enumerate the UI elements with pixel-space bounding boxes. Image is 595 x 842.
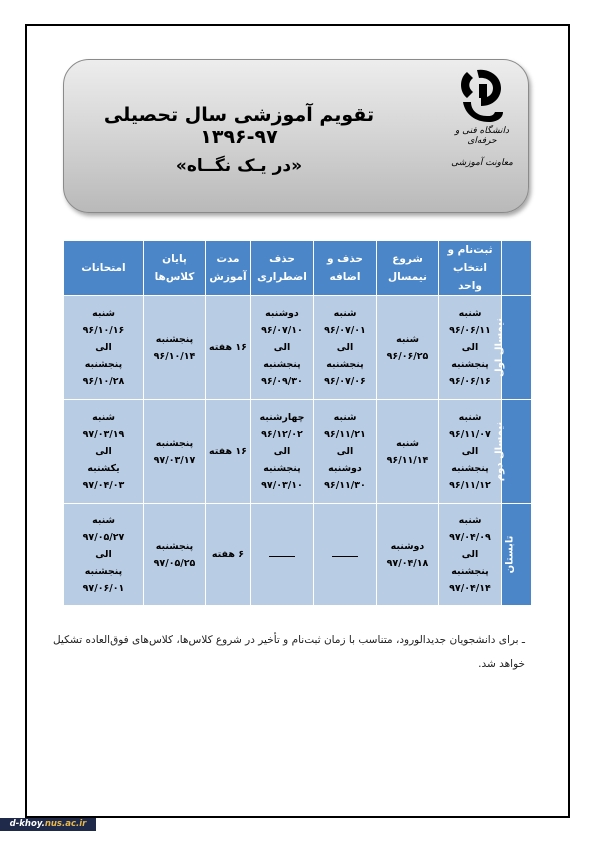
cell-text-line: الی: [461, 342, 479, 353]
cell-text-line: الی: [273, 342, 291, 353]
table-cell: [377, 504, 439, 606]
cell-text-line: پنجشنبه: [326, 359, 364, 370]
logo-emblem-icon: [459, 68, 505, 124]
cell-text-line: ۹۷/۰۳/۱۹: [82, 429, 125, 440]
cell-text-line: ۹۷/۰۴/۱۸: [386, 557, 429, 569]
cell-text-line: ۹۶/۰۶/۱۱: [449, 325, 491, 336]
cell-text-line: ۹۶/۱۱/۱۲: [449, 480, 491, 491]
empty-dash: [332, 556, 358, 557]
table-cell: [64, 504, 144, 606]
cell-text-line: ۹۷/۰۴/۰۳: [82, 480, 125, 491]
cell-text-line: ۹۶/۰۷/۰۱: [324, 325, 366, 336]
cell-text-line: پنجشنبه: [263, 463, 301, 474]
table-cell: [206, 504, 251, 606]
table-cell: [144, 400, 206, 504]
cell-text-line: پنجشنبه: [263, 359, 301, 370]
cell-text-line: پنجشنبه: [84, 566, 123, 577]
cell-text-line: ۱۶ هفته: [209, 342, 247, 353]
row-label: تابستان: [504, 535, 516, 574]
cell-text-line: شنبه: [458, 515, 482, 526]
cell-text-line: ۶ هفته: [211, 549, 245, 560]
cell-text-line: پنجشنبه: [451, 463, 489, 474]
row-label-cell: [494, 296, 532, 400]
table-cell: [64, 400, 144, 504]
table-cell: [251, 400, 314, 504]
row-label-cell: [502, 504, 532, 606]
cell-text-line: ۹۶/۰۶/۲۵: [386, 350, 429, 362]
cell-text-line: شنبه: [92, 515, 115, 526]
cell-text-line: ۹۶/۱۱/۳۰: [324, 480, 366, 491]
cell-text-line: شنبه: [92, 412, 115, 423]
cell-text-line: پنجشنبه: [155, 540, 194, 552]
cell-text-line: الی: [95, 446, 112, 457]
cell-text-line: دوشنبه: [265, 308, 299, 319]
logo-department-text: معاونت آموزشی: [451, 158, 513, 168]
column-header: مدت آموزش: [206, 241, 251, 296]
table-cell: [377, 400, 439, 504]
table-cell: [251, 504, 314, 606]
cell-text-line: شنبه: [333, 412, 357, 423]
column-header: حذف و اضافه: [314, 241, 377, 296]
cell-text-line: یکشنبه: [87, 463, 120, 474]
column-header: پایان کلاس‌ها: [144, 241, 206, 296]
cell-text-line: شنبه: [396, 437, 419, 449]
cell-text-line: شنبه: [333, 308, 357, 319]
cell-text-line: ۹۷/۰۴/۰۹: [449, 532, 491, 543]
cell-text-line: الی: [336, 342, 354, 353]
table-cell: [377, 296, 439, 400]
table-cell: [206, 296, 251, 400]
cell-text-line: چهارشنبه: [259, 412, 305, 423]
cell-text-line: ۹۶/۱۰/۱۶: [82, 325, 125, 336]
column-header: شروع نیمسال: [377, 241, 439, 296]
logo-university-text: دانشگاه فنی و حرفه‌ای: [454, 126, 510, 146]
cell-text-line: دوشنبه: [328, 463, 362, 474]
cell-text-line: شنبه: [396, 333, 419, 345]
column-header: ثبت‌نام و انتخاب واحد: [439, 241, 502, 296]
cell-text-line: ۹۷/۰۴/۱۴: [449, 583, 491, 594]
cell-text-line: الی: [336, 446, 354, 457]
cell-text-line: ۹۷/۰۵/۲۷: [82, 532, 125, 543]
cell-text-line: شنبه: [458, 412, 482, 423]
cell-text-line: ۹۶/۱۰/۲۸: [82, 376, 125, 387]
cell-text-line: پنجشنبه: [451, 566, 489, 577]
table-cell: [314, 296, 377, 400]
table-row: [64, 504, 532, 606]
cell-text-line: ۹۷/۰۳/۱۰: [261, 480, 303, 491]
table-cell: [206, 400, 251, 504]
page-subtitle: «در یـک نگــاه»: [175, 156, 303, 176]
academic-calendar-table: [63, 240, 532, 606]
cell-text-line: پنجشنبه: [155, 333, 194, 345]
cell-text-line: ۹۷/۰۵/۲۵: [153, 557, 196, 569]
cell-text-line: ۹۶/۰۷/۱۰: [261, 325, 303, 336]
website-badge: [0, 818, 96, 831]
column-header: امتحانات: [64, 241, 144, 296]
cell-text-line: الی: [461, 446, 479, 457]
cell-text-line: ۹۶/۱۱/۲۱: [324, 429, 366, 440]
table-cell: [251, 296, 314, 400]
cell-text-line: ۹۶/۰۷/۰۶: [324, 376, 366, 387]
cell-text-line: دوشنبه: [390, 540, 425, 552]
university-logo: [442, 66, 522, 186]
cell-text-line: الی: [95, 342, 112, 353]
cell-text-line: ۹۶/۱۰/۱۴: [153, 350, 196, 362]
table-cell: [144, 296, 206, 400]
cell-text-line: الی: [461, 549, 479, 560]
cell-text-line: ۹۶/۱۲/۰۲: [261, 429, 303, 440]
table-cell: [144, 504, 206, 606]
cell-text-line: ۱۶ هفته: [209, 446, 247, 457]
table-cell: [314, 504, 377, 606]
website-domain: d-khoy.: [9, 819, 45, 829]
cell-text-line: ۹۶/۱۱/۰۷: [449, 429, 491, 440]
cell-text-line: پنجشنبه: [84, 359, 123, 370]
table-cell: [64, 296, 144, 400]
empty-dash: [269, 556, 295, 557]
cell-text-line: ۹۶/۰۹/۳۰: [261, 376, 303, 387]
cell-text-line: ۹۷/۰۳/۱۷: [153, 454, 196, 466]
table-row: [64, 400, 532, 504]
cell-text-line: شنبه: [458, 308, 482, 319]
table-cell: [314, 400, 377, 504]
cell-text-line: ۹۷/۰۶/۰۱: [82, 583, 125, 594]
page-title: تقویم آموزشی سال تحصیلی ۹۷-۱۳۹۶: [103, 104, 375, 148]
cell-text-line: پنجشنبه: [451, 359, 489, 370]
cell-text-line: ۹۶/۱۱/۱۴: [386, 454, 429, 466]
table-row: [64, 296, 532, 400]
cell-text-line: الی: [273, 446, 291, 457]
cell-text-line: الی: [95, 549, 112, 560]
row-label: نیمسال اول: [494, 318, 506, 377]
table-header-row: [64, 241, 532, 296]
cell-text-line: پنجشنبه: [155, 437, 194, 449]
website-domain-suffix: nus.ac.ir: [44, 819, 87, 829]
footnote: ـ برای دانشجویان جدیدالورود، متناسب با زمان ثبت‌نام و تأخیر در شروع کلاس‌ها، کلاس‌های فوق‌العاده تشکیل خواهد شد.: [52, 634, 525, 670]
row-label-cell: [493, 400, 532, 504]
row-label: نیمسال دوم: [493, 421, 505, 482]
corner-cell: [502, 241, 532, 296]
title-banner: [63, 59, 529, 213]
cell-text-line: ۹۶/۰۶/۱۶: [449, 376, 491, 387]
cell-text-line: شنبه: [92, 308, 115, 319]
column-header: حذف اضطراری: [251, 241, 314, 296]
